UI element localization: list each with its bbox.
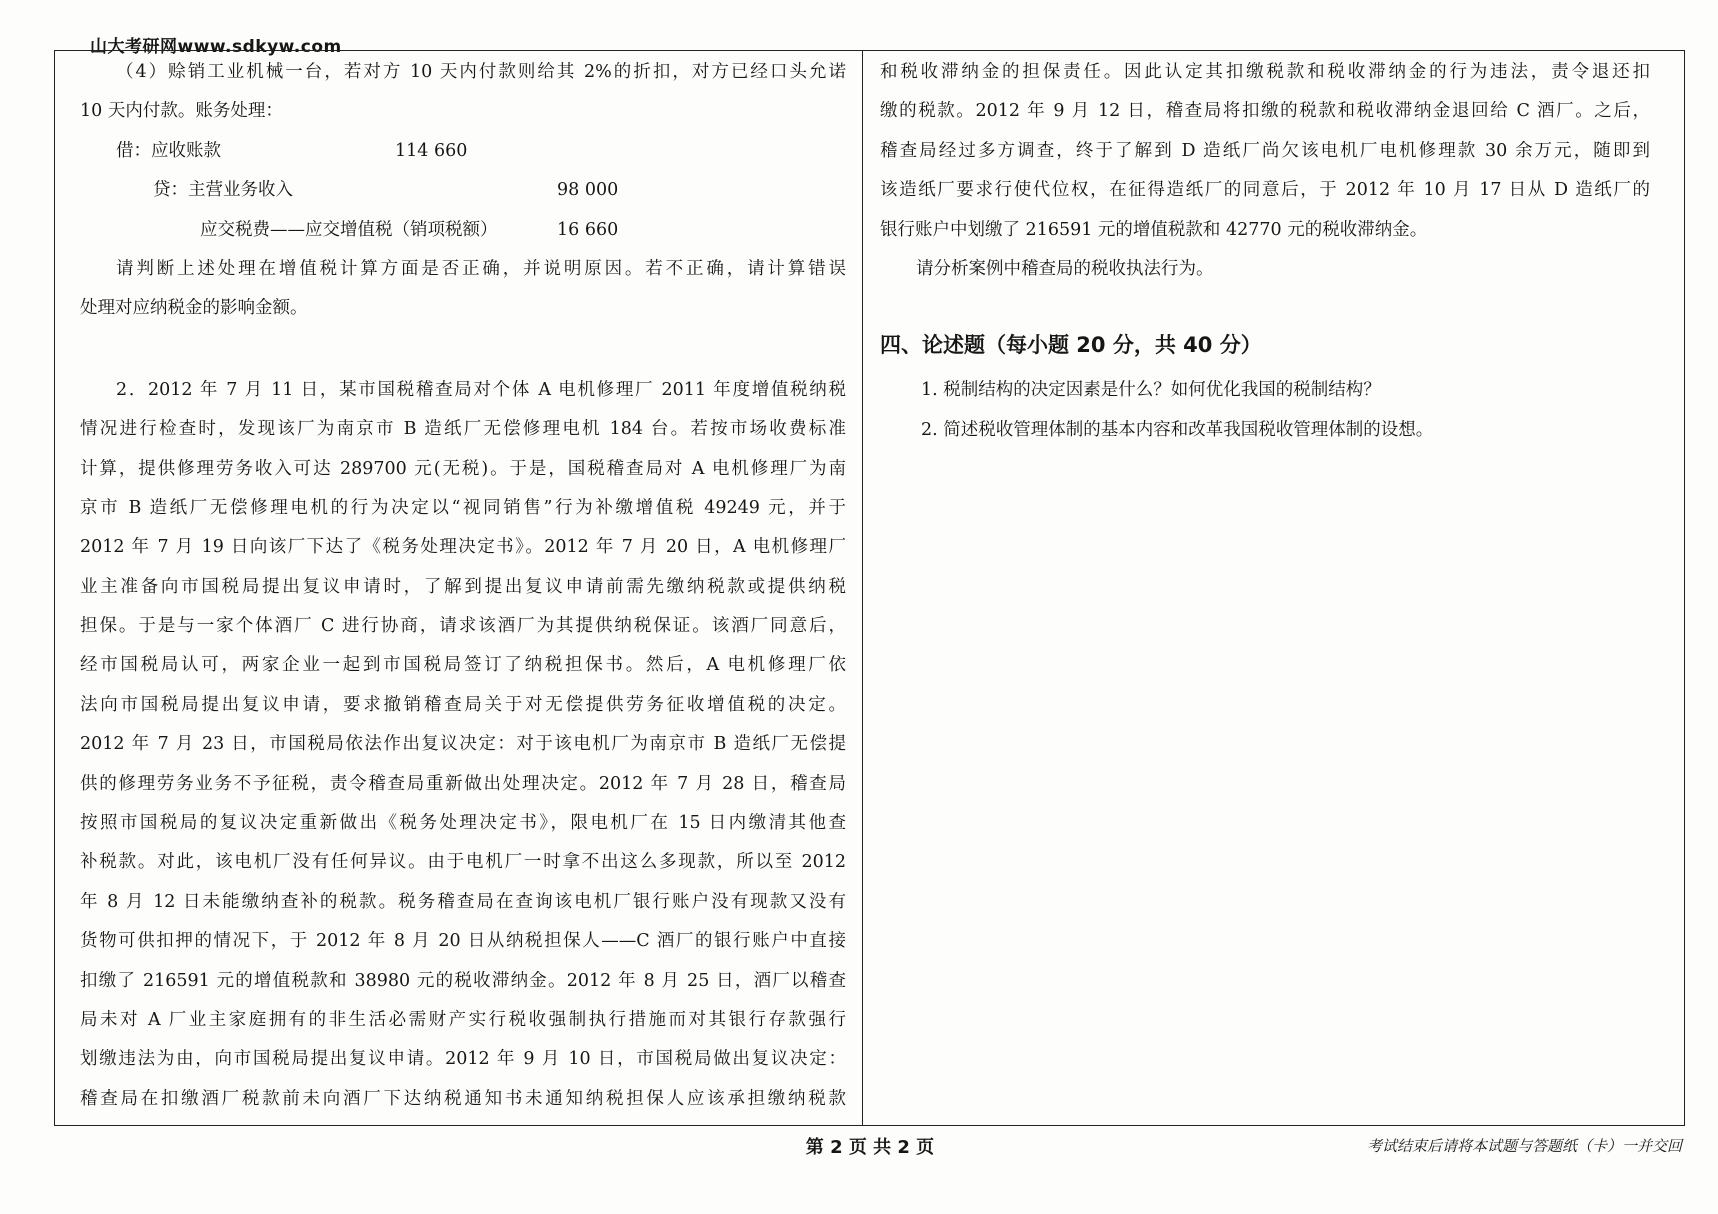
return-note: 考试结束后请将本试题与答题纸（卡）一并交回 xyxy=(1366,1137,1682,1155)
entry-credit-row-1 xyxy=(80,171,846,210)
case-2-line: 局未对 A 厂业主家庭拥有的非生活必需财产实行税收强制执行措施而对其银行存款强行 xyxy=(80,1009,846,1030)
case-2-continued-line: 银行账户中划缴了 216591 元的增值税款和 42770 元的税收滞纳金。 xyxy=(880,219,1428,240)
case-2-continued-line: 稽查局经过多方调查，终于了解到 D 造纸厂尚欠该电机厂电机修理款 30 余万元，随即到 xyxy=(880,140,1650,161)
page-number: 第 2 页 共 2 页 xyxy=(805,1137,935,1158)
question-4-ask-line-1: 请判断上述处理在增值税计算方面是否正确，并说明原因。若不正确，请计算错误 xyxy=(116,258,846,279)
entry-credit-1-label: 贷：主营业务收入 xyxy=(153,180,293,201)
case-2-line: 京市 B 造纸厂无偿修理电机的行为决定以“视同销售”行为补缴增值税 49249 元，并于 xyxy=(80,497,846,518)
column-divider xyxy=(862,50,863,1126)
case-2-line: 业主准备向市国税局提出复议申请时，了解到提出复议申请前需先缴纳税款或提供纳税 xyxy=(80,576,846,597)
right-column xyxy=(880,53,1650,450)
case-2-line: 补税款。对此，该电机厂没有任何异议。由于电机厂一时拿不出这么多现款，所以至 2012 xyxy=(80,852,846,873)
essay-question-1: 1. 税制结构的决定因素是什么？如何优化我国的税制结构？ xyxy=(921,380,1381,401)
entry-credit-1-amount: 98 000 xyxy=(557,180,619,201)
case-2-continued-line: 缴的税款。2012 年 9 月 12 日，稽查局将扣缴的税款和税收滞纳金退回给 C 酒厂。之后， xyxy=(880,101,1650,122)
section-4-title: 四、论述题（每小题 20 分，共 40 分） xyxy=(880,333,1262,358)
entry-credit-row-2 xyxy=(80,211,846,250)
question-4-line-2: 10 天内付款。账务处理： xyxy=(80,101,283,122)
entry-credit-2-label: 应交税费——应交增值税（销项税额） xyxy=(200,219,498,240)
case-2-question: 请分析案例中稽查局的税收执法行为。 xyxy=(916,258,1214,279)
case-2-line: 供的修理劳务业务不予征税，责令稽查局重新做出处理决定。2012 年 7 月 28 日，稽查局 xyxy=(80,773,846,794)
case-2-line: 经市国税局认可，两家企业一起到市国税局签订了纳税担保书。然后，A 电机修理厂依 xyxy=(80,655,846,676)
entry-credit-2-amount: 16 660 xyxy=(557,219,619,240)
case-2-line: 货物可供扣押的情况下，于 2012 年 8 月 20 日从纳税担保人——C 酒厂的银行账户中直接 xyxy=(80,931,846,952)
entry-debit-amount: 114 660 xyxy=(395,140,468,161)
case-2-line: 按照市国税局的复议决定重新做出《税务处理决定书》，限电机厂在 15 日内缴清其他查 xyxy=(80,813,846,834)
case-2-line: 计算，提供修理劳务收入可达 289700 元(无税)。于是，国税稽查局对 A 电机修理厂为南 xyxy=(80,458,846,479)
case-2-line: 稽查局在扣缴酒厂税款前未向酒厂下达纳税通知书未通知纳税担保人应该承担缴纳税款 xyxy=(80,1088,846,1109)
question-4-ask-line-2: 处理对应纳税金的影响金额。 xyxy=(80,298,308,319)
essay-question-2: 2. 简述税收管理体制的基本内容和改革我国税收管理体制的设想。 xyxy=(921,419,1434,440)
question-4-line-1: （4）赊销工业机械一台，若对方 10 天内付款则给其 2%的折扣，对方已经口头允诺 xyxy=(116,62,846,82)
case-2-line: 法向市国税局提出复议申请，要求撤销稽查局关于对无偿提供劳务征收增值税的决定。 xyxy=(80,694,846,715)
left-column xyxy=(80,53,846,1119)
case-2-continued-line: 和税收滞纳金的担保责任。因此认定其扣缴税款和税收滞纳金的行为违法，责令退还扣 xyxy=(880,62,1650,82)
case-2-line: 2．2012 年 7 月 11 日，某市国税稽查局对个体 A 电机修理厂 2011 年度增值税纳税 xyxy=(116,379,846,400)
site-watermark: 山大考研网www.sdkyw.com xyxy=(90,37,342,57)
case-2-line: 2012 年 7 月 23 日，市国税局依法作出复议决定：对于该电机厂为南京市 B 造纸厂无偿提 xyxy=(80,734,846,755)
case-2-continued-line: 该造纸厂要求行使代位权，在征得造纸厂的同意后，于 2012 年 10 月 17 日从 D 造纸厂的 xyxy=(880,180,1650,201)
case-2-line: 情况进行检查时，发现该厂为南京市 B 造纸厂无偿修理电机 184 台。若按市场收费标准 xyxy=(80,419,846,440)
case-2-line: 担保。于是与一家个体酒厂 C 进行协商，请求该酒厂为其提供纳税保证。该酒厂同意后， xyxy=(80,616,846,637)
case-2-line: 划缴违法为由，向市国税局提出复议申请。2012 年 9 月 10 日，市国税局做出复议决定： xyxy=(80,1049,846,1070)
entry-debit-row xyxy=(80,132,846,171)
entry-debit-label: 借：应收账款 xyxy=(116,140,221,161)
case-2-line: 2012 年 7 月 19 日向该厂下达了《税务处理决定书》。2012 年 7 月 20 日，A 电机修理厂 xyxy=(80,537,846,558)
case-2-line: 年 8 月 12 日未能缴纳查补的税款。税务稽查局在查询该电机厂银行账户没有现款又没有 xyxy=(80,891,846,912)
case-2-line: 扣缴了 216591 元的增值税款和 38980 元的税收滞纳金。2012 年 8 月 25 日，酒厂以稽查 xyxy=(80,970,846,991)
